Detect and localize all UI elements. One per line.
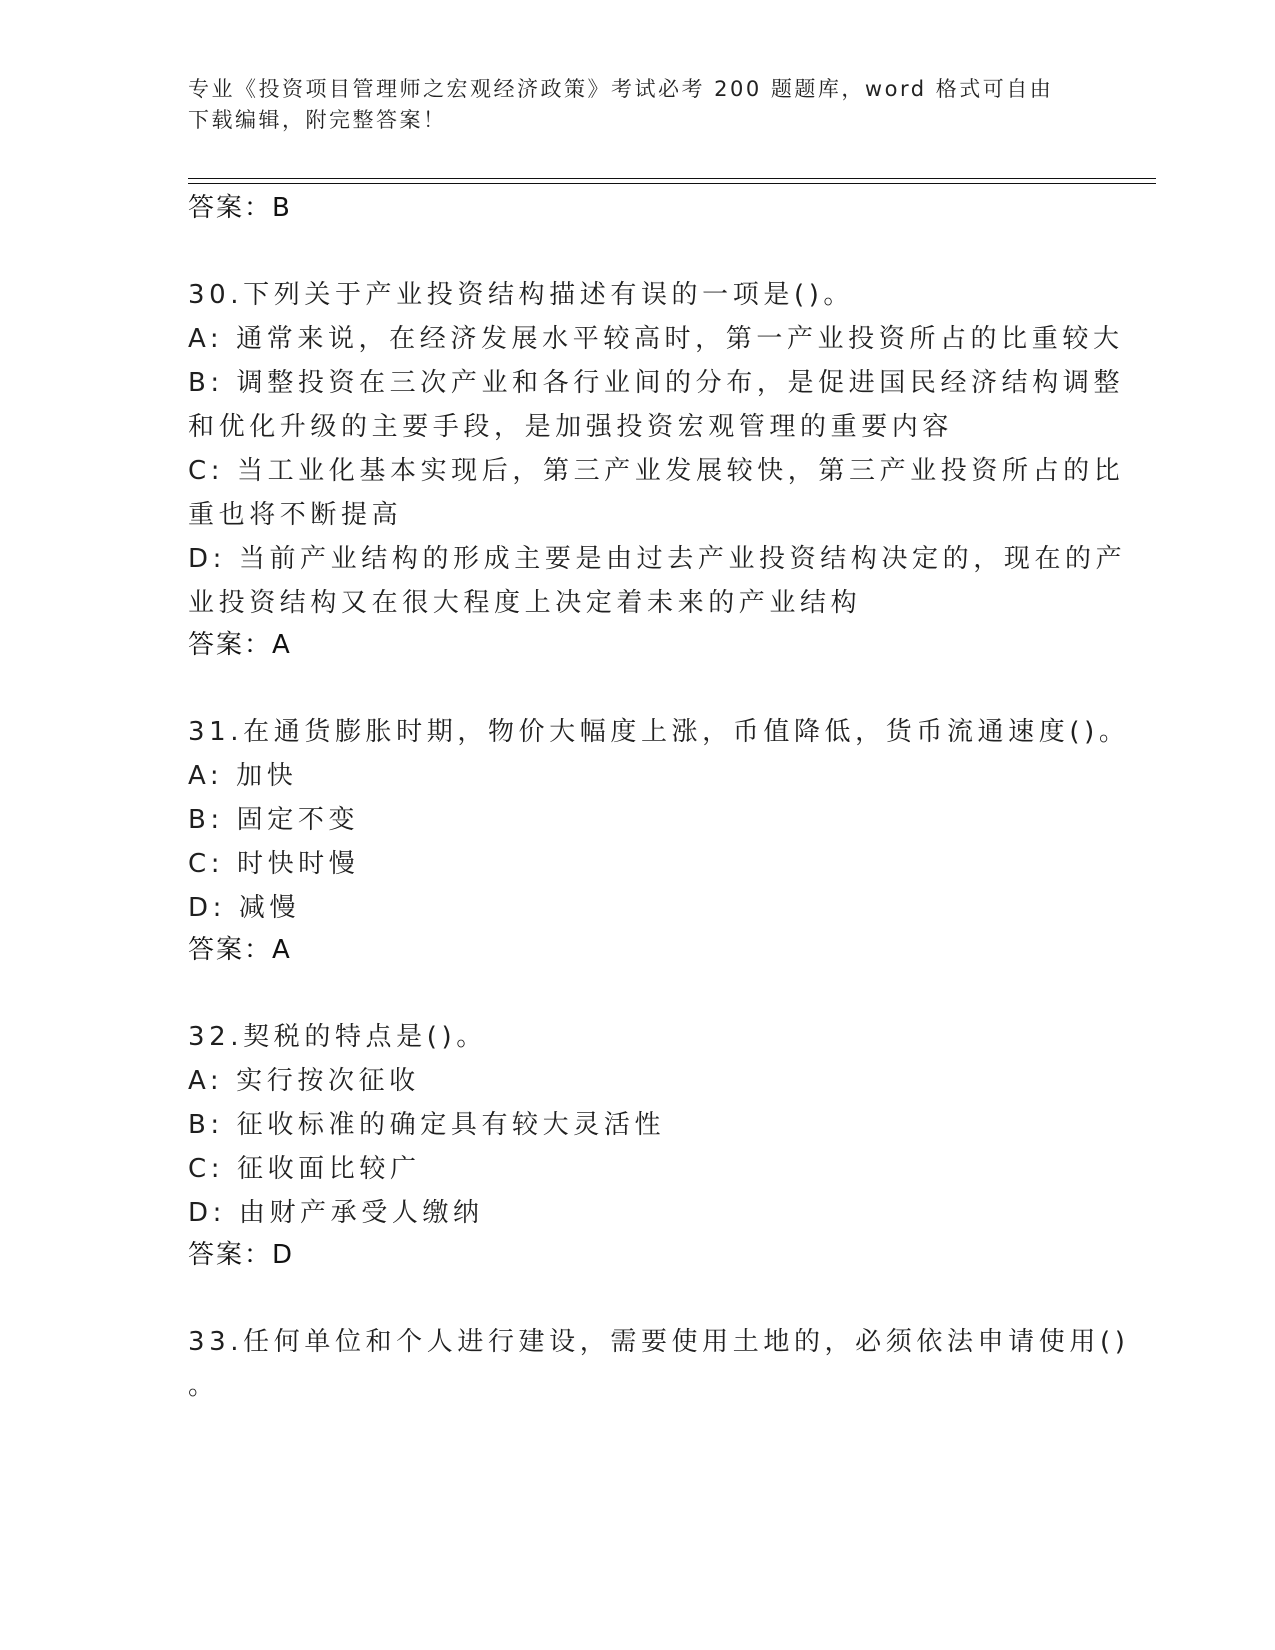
question-31-option-b: B: 固定不变: [188, 805, 360, 835]
question-30-option-d-line-2: 业投资结构又在很大程度上决定着未来的产业结构: [188, 588, 862, 618]
question-31-option-c: C: 时快时慢: [188, 849, 360, 879]
question-30-option-b-line-2: 和优化升级的主要手段，是加强投资宏观管理的重要内容: [188, 412, 954, 442]
question-30-option-a: A: 通常来说，在经济发展水平较高时，第一产业投资所占的比重较大: [188, 324, 1124, 354]
question-31-option-d: D: 减慢: [188, 893, 301, 923]
question-30-stem: 30.下列关于产业投资结构描述有误的一项是()。: [188, 280, 855, 310]
question-33-stem: 33.任何单位和个人进行建设，需要使用土地的，必须依法申请使用(): [188, 1327, 1130, 1357]
question-30-option-d-line-1: D: 当前产业结构的形成主要是由过去产业投资结构决定的，现在的产: [188, 544, 1127, 574]
document-header: [188, 74, 1078, 136]
question-32-option-d: D: 由财产承受人缴纳: [188, 1198, 484, 1228]
question-33-stem-end: 。: [188, 1371, 219, 1401]
header-rule-bottom: [188, 183, 1156, 184]
question-30-answer: 答案：A: [188, 630, 292, 660]
header-line-1: 专业《投资项目管理师之宏观经济政策》考试必考 200 题题库，word 格式可自由: [188, 77, 1054, 101]
question-31-answer: 答案：A: [188, 935, 292, 965]
question-32-option-a: A: 实行按次征收: [188, 1066, 420, 1096]
question-30-option-c-line-2: 重也将不断提高: [188, 500, 403, 530]
question-32-option-b: B: 征收标准的确定具有较大灵活性: [188, 1110, 666, 1140]
question-32-answer: 答案：D: [188, 1240, 295, 1270]
header-rule-top: [188, 178, 1156, 179]
previous-answer: 答案：B: [188, 193, 292, 223]
header-line-2: 下载编辑，附完整答案！: [188, 108, 447, 132]
question-31-option-a: A: 加快: [188, 761, 298, 791]
question-30-option-b-line-1: B: 调整投资在三次产业和各行业间的分布，是促进国民经济结构调整: [188, 368, 1125, 398]
question-32-option-c: C: 征收面比较广: [188, 1154, 421, 1184]
question-30-option-c-line-1: C: 当工业化基本实现后，第三产业发展较快，第三产业投资所占的比: [188, 456, 1125, 486]
question-31-stem: 31.在通货膨胀时期，物价大幅度上涨，币值降低，货币流通速度()。: [188, 717, 1130, 747]
question-32-stem: 32.契税的特点是()。: [188, 1022, 487, 1052]
